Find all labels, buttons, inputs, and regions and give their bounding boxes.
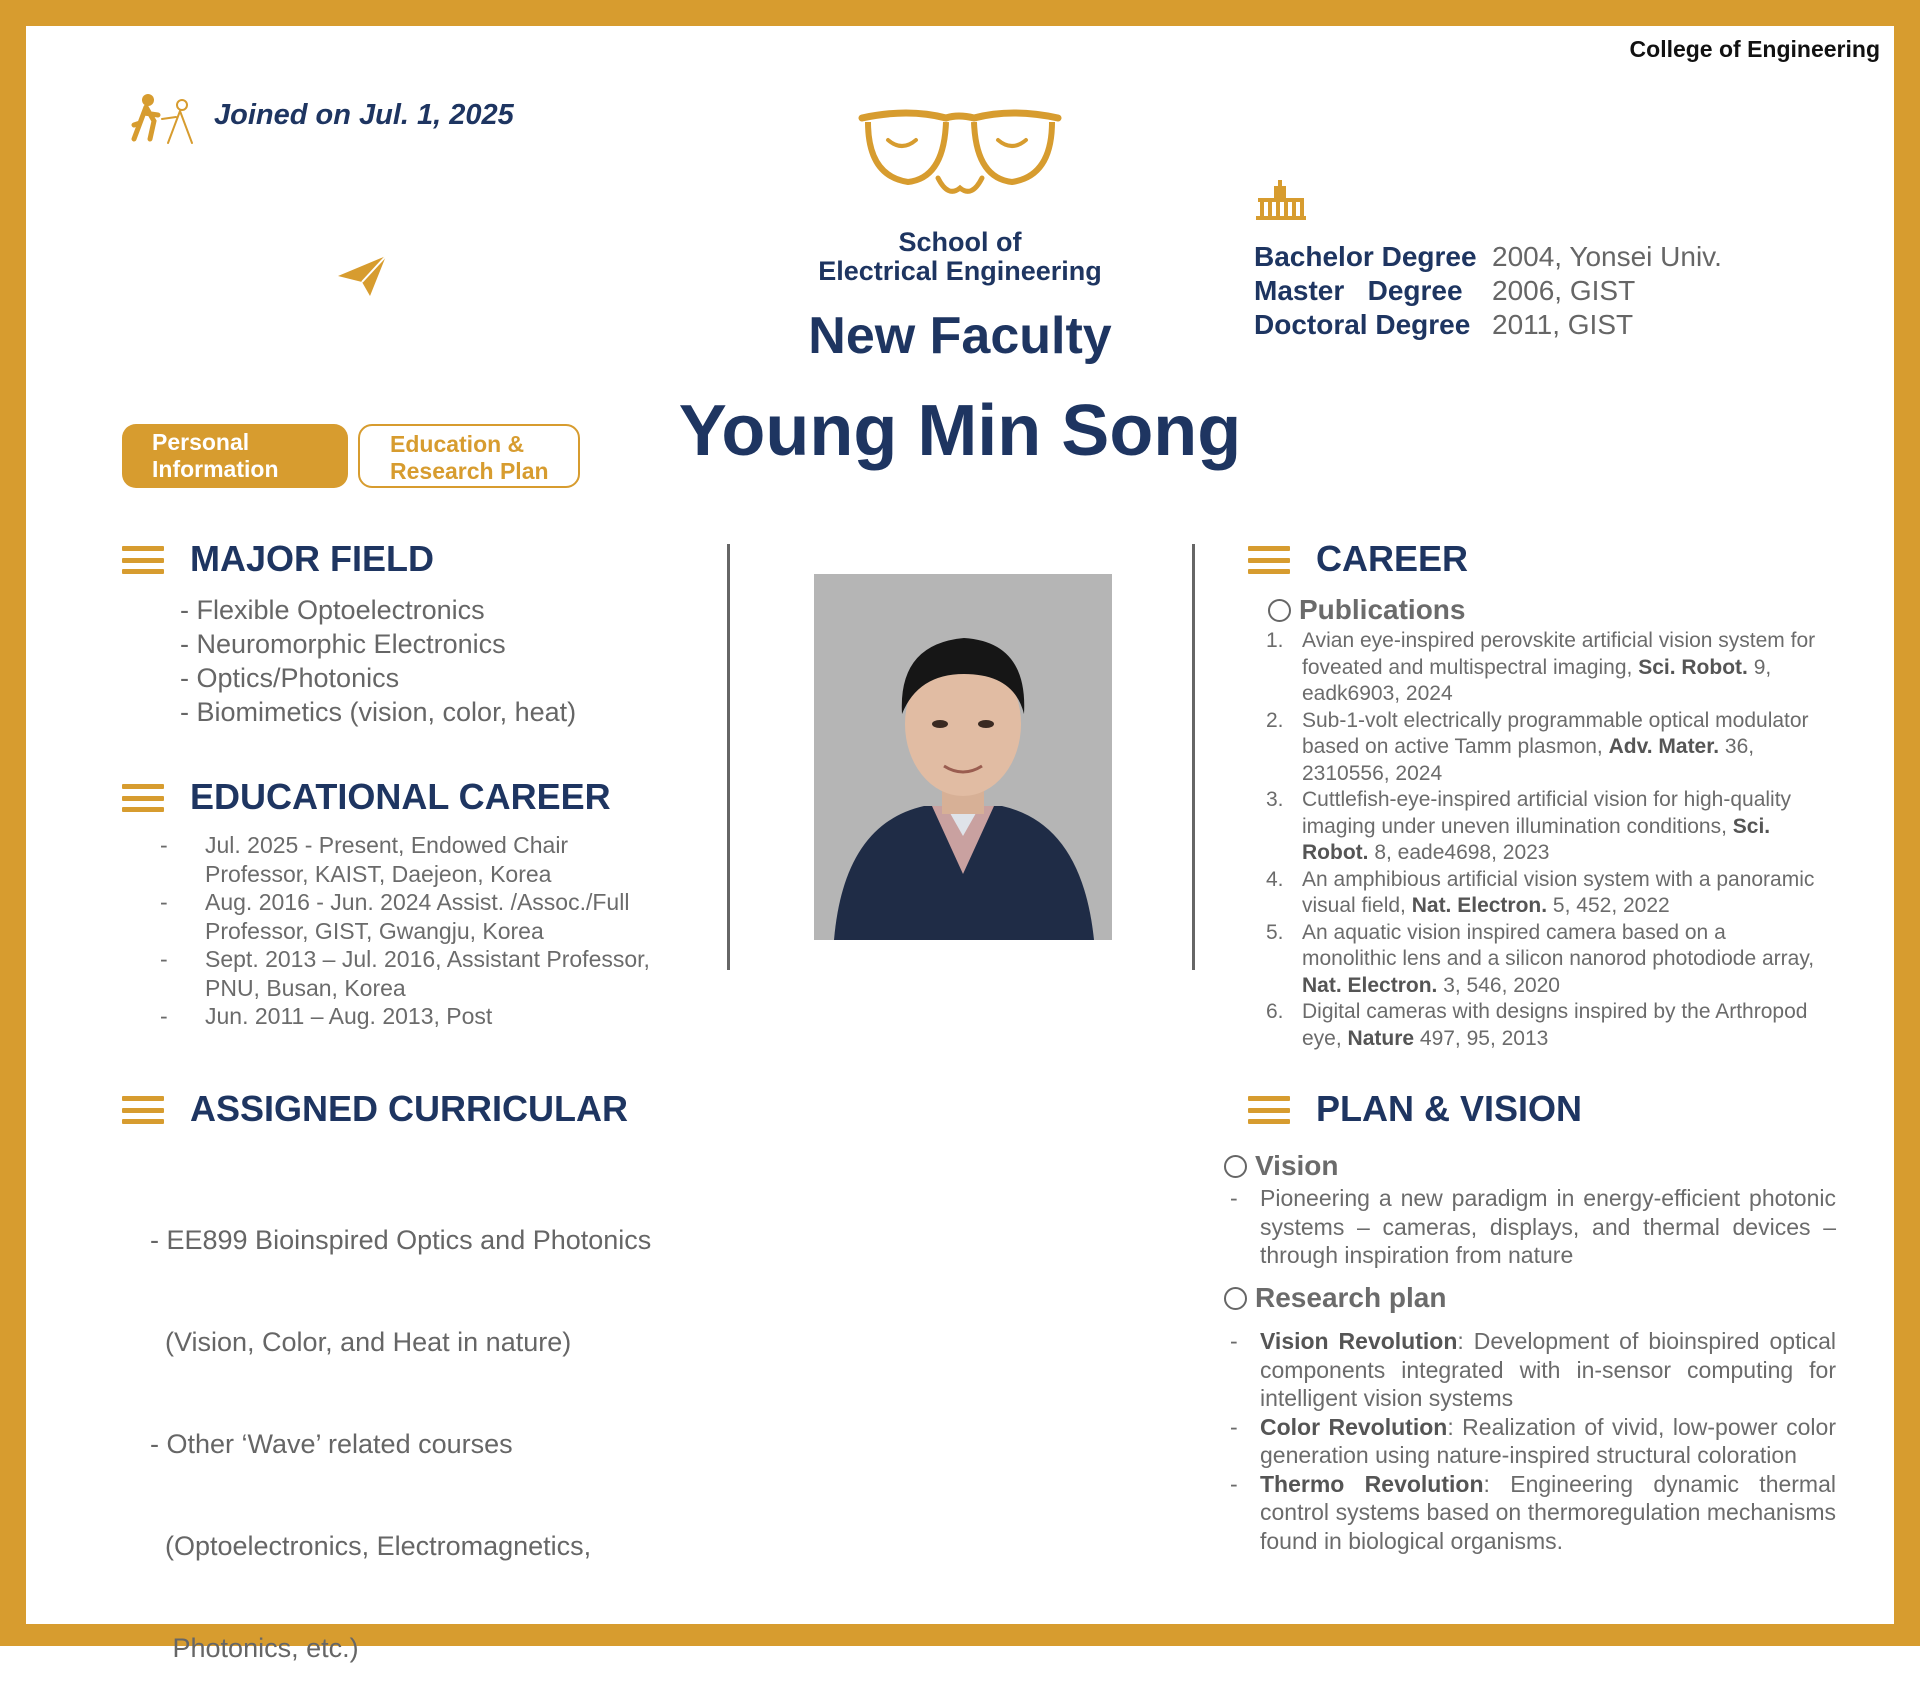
- research-title: Color Revolution: [1260, 1413, 1448, 1440]
- subheading-label: Vision: [1255, 1150, 1339, 1181]
- publication-segment: foveated and multispectral imaging,: [1302, 655, 1639, 679]
- list-item: - Optics/Photonics: [180, 663, 400, 693]
- publication-segment: Sub-1-volt electrically programmable optical modulator: [1302, 708, 1809, 732]
- degree-label: Master Degree: [1254, 275, 1463, 306]
- publication-segment: eye,: [1302, 1026, 1348, 1050]
- publication-line: [1302, 1026, 1807, 1053]
- publication-segment: An aquatic vision inspired camera based on a: [1302, 920, 1726, 944]
- handshake-icon: [132, 93, 196, 149]
- list-item: [160, 945, 650, 1002]
- research-body: : Engineering dynamic thermal control systems based on thermoregulation mechanisms found in biological organisms.: [1260, 1470, 1836, 1554]
- faculty-photo: [814, 574, 1112, 940]
- degree-value: 2004, Yonsei Univ.: [1492, 241, 1722, 272]
- research-title: Vision Revolution: [1260, 1328, 1458, 1354]
- dash: -: [1230, 1470, 1238, 1497]
- circle-bullet-icon: [1224, 1287, 1247, 1310]
- personal-information-button[interactable]: [122, 424, 348, 488]
- research-title: Thermo Revolution: [1260, 1470, 1484, 1497]
- circle-bullet-icon: [1268, 599, 1291, 622]
- publication-item: [1266, 920, 1866, 1000]
- publication-item: [1266, 999, 1866, 1052]
- journal-name: Nat. Electron.: [1302, 973, 1438, 997]
- publication-text: [1302, 920, 1814, 1000]
- subheading-label: Research plan: [1255, 1282, 1447, 1313]
- publication-segment: eadk6903, 2024: [1302, 682, 1453, 705]
- school-line2: Electrical Engineering: [818, 256, 1102, 286]
- research-plan-list: [1230, 1327, 1836, 1555]
- publication-segment: visual field,: [1302, 894, 1412, 917]
- journal-name: Nat. Electron.: [1411, 894, 1548, 917]
- publication-line: [1302, 840, 1791, 867]
- publication-segment: imaging under uneven illumination conditions,: [1302, 814, 1733, 838]
- publication-segment: based on active Tamm plasmon,: [1302, 735, 1609, 758]
- publication-line: [1302, 893, 1814, 920]
- publication-line: [1302, 814, 1791, 841]
- degree-label: Doctoral Degree: [1254, 309, 1471, 340]
- divider: [1192, 544, 1195, 970]
- publication-segment: Digital cameras with designs inspired by the Arthropod: [1302, 1000, 1808, 1023]
- publication-line: [1302, 973, 1814, 1000]
- publication-line: [1302, 761, 1809, 788]
- faculty-name: Young Min Song: [678, 391, 1242, 471]
- university-building-icon: [1256, 180, 1306, 220]
- publication-segment: Cuttlefish-eye-inspired artificial vision for high-quality: [1302, 788, 1792, 811]
- publication-line: [1302, 867, 1814, 894]
- publication-text: [1302, 999, 1807, 1052]
- research-body: : Realization of vivid, low-power color generation using nature-inspired structural coloration: [1260, 1413, 1836, 1468]
- plan-vision-heading: PLAN & VISION: [1316, 1088, 1583, 1129]
- list-item: (Vision, Color, and Heat in nature): [150, 1327, 572, 1357]
- dash: -: [160, 1003, 168, 1029]
- dash: -: [160, 832, 168, 858]
- assigned-curricular-heading: ASSIGNED CURRICULAR: [190, 1088, 629, 1129]
- list-item: [160, 831, 650, 888]
- publication-segment: 36,: [1719, 735, 1755, 758]
- subheading-label: Publications: [1299, 594, 1466, 625]
- major-field-list: [180, 593, 576, 729]
- button-label-line1: Personal: [152, 429, 250, 455]
- publication-line: [1302, 681, 1815, 708]
- educational-career-heading: EDUCATIONAL CAREER: [190, 776, 611, 817]
- item-line: Aug. 2016 - Jun. 2024 Assist. /Assoc./Full: [205, 889, 630, 915]
- publication-segment: 2310556, 2024: [1302, 761, 1443, 785]
- educational-career-list: [160, 831, 650, 1031]
- publication-line: [1302, 708, 1809, 735]
- degree-row: [1254, 240, 1722, 274]
- publication-text: [1302, 787, 1791, 867]
- degree-label: Bachelor Degree: [1254, 241, 1477, 272]
- menu-lines-icon: [1248, 546, 1290, 574]
- list-item: - Neuromorphic Electronics: [180, 629, 506, 659]
- menu-lines-icon: [1248, 1096, 1290, 1124]
- button-label-line1: Education &: [390, 431, 525, 457]
- publication-segment: An amphibious artificial vision system with a panoramic: [1302, 867, 1815, 891]
- publication-segment: 8, eade4698, 2023: [1368, 841, 1550, 864]
- publication-item: [1266, 787, 1866, 867]
- publication-line: [1302, 628, 1815, 655]
- item-line: Jul. 2025 - Present, Endowed Chair: [205, 832, 569, 858]
- list-item: (Optoelectronics, Electromagnetics,: [150, 1531, 592, 1561]
- list-item: [1230, 1470, 1836, 1556]
- publication-item: [1266, 867, 1866, 920]
- list-item: Photonics, etc.): [150, 1633, 359, 1663]
- publication-number: 1.: [1266, 629, 1284, 652]
- button-label-line2: Research Plan: [390, 458, 549, 484]
- journal-name: Robot.: [1302, 841, 1369, 864]
- dash: -: [1230, 1328, 1238, 1354]
- school-line1: School of: [898, 227, 1022, 257]
- item-line: Professor, GIST, Gwangju, Korea: [205, 917, 544, 944]
- research-plan-subheading: [1224, 1282, 1446, 1314]
- publication-segment: monolithic lens and a silicon nanorod photodiode array,: [1302, 947, 1815, 970]
- portrait-illustration: [814, 574, 1112, 940]
- degree-value: 2011, GIST: [1492, 309, 1634, 340]
- research-body: : Development of bioinspired optical components integrated with in-sensor computing for intelligent vision systems: [1260, 1328, 1836, 1411]
- list-item: - Other ‘Wave’ related courses: [150, 1429, 513, 1459]
- list-item: [1230, 1413, 1836, 1470]
- publication-number: 3.: [1266, 788, 1284, 811]
- menu-lines-icon: [122, 546, 164, 574]
- publication-line: [1302, 655, 1815, 682]
- publication-line: [1302, 734, 1809, 761]
- publication-line: [1302, 920, 1814, 947]
- degree-value: 2006, GIST: [1492, 275, 1636, 306]
- publication-line: [1302, 787, 1791, 814]
- circle-bullet-icon: [1224, 1155, 1247, 1178]
- publication-text: [1302, 708, 1809, 788]
- publication-segment: 9,: [1747, 655, 1772, 679]
- page-title: New Faculty: [808, 307, 1112, 365]
- degrees-list: [1254, 240, 1722, 342]
- menu-lines-icon: [122, 784, 164, 812]
- major-field-heading: MAJOR FIELD: [190, 538, 435, 579]
- list-item: [160, 888, 650, 945]
- list-item: [1230, 1184, 1836, 1270]
- publication-line: [1302, 999, 1807, 1026]
- college-label: College of Engineering: [1629, 36, 1880, 62]
- school-name: [760, 228, 1160, 286]
- dash: -: [1230, 1185, 1238, 1211]
- list-item: - Flexible Optoelectronics: [180, 595, 485, 625]
- education-research-plan-button[interactable]: [358, 424, 580, 488]
- publication-number: 6.: [1266, 1000, 1284, 1023]
- journal-name: Nature: [1347, 1026, 1415, 1050]
- publication-text: [1302, 867, 1814, 920]
- vision-text: [1230, 1184, 1836, 1270]
- publication-number: 2.: [1266, 708, 1284, 732]
- list-item: - Biomimetics (vision, color, heat): [180, 697, 577, 727]
- item-line: Sept. 2013 – Jul. 2016, Assistant Professor,: [205, 946, 650, 972]
- item-line: PNU, Busan, Korea: [205, 974, 406, 1001]
- publications-subheading: [1268, 594, 1465, 626]
- list-item: - EE899 Bioinspired Optics and Photonics: [150, 1225, 652, 1255]
- menu-lines-icon: [122, 1096, 164, 1124]
- career-heading: CAREER: [1316, 538, 1469, 579]
- joined-date: Joined on Jul. 1, 2025: [214, 99, 514, 131]
- list-item: [1230, 1327, 1836, 1413]
- paper-plane-icon: [336, 254, 388, 298]
- publications-list: [1266, 628, 1866, 1052]
- journal-name: Sci. Robot.: [1638, 655, 1748, 679]
- button-label-line2: Information: [152, 456, 279, 482]
- publication-number: 4.: [1266, 867, 1284, 891]
- publication-number: 5.: [1266, 920, 1284, 944]
- item-line: Professor, KAIST, Daejeon, Korea: [205, 860, 552, 887]
- degree-row: [1254, 274, 1722, 308]
- glasses-logo-icon: [858, 108, 1062, 204]
- journal-name: Sci.: [1732, 814, 1771, 838]
- dash: -: [1230, 1413, 1238, 1440]
- vision-body: Pioneering a new paradigm in energy-efficient photonic systems – cameras, displays, and thermal devices – through inspiration from nature: [1260, 1185, 1836, 1268]
- dash: -: [160, 946, 168, 972]
- degree-row: [1254, 308, 1722, 342]
- vision-subheading: [1224, 1150, 1339, 1182]
- publication-line: [1302, 946, 1814, 973]
- publication-item: [1266, 628, 1866, 708]
- journal-name: Adv. Mater.: [1608, 735, 1720, 758]
- dash: -: [160, 889, 168, 915]
- publication-segment: Avian eye-inspired perovskite artificial vision system for: [1302, 629, 1816, 652]
- item-line: Jun. 2011 – Aug. 2013, Post: [205, 1003, 493, 1029]
- divider: [727, 544, 730, 970]
- publication-item: [1266, 708, 1866, 788]
- publication-segment: 3, 546, 2020: [1437, 973, 1560, 997]
- list-item: [160, 1002, 650, 1031]
- assigned-curricular-list: [150, 1155, 651, 1699]
- publication-segment: 5, 452, 2022: [1547, 894, 1670, 917]
- publication-text: [1302, 628, 1815, 708]
- publication-segment: 497, 95, 2013: [1414, 1026, 1549, 1050]
